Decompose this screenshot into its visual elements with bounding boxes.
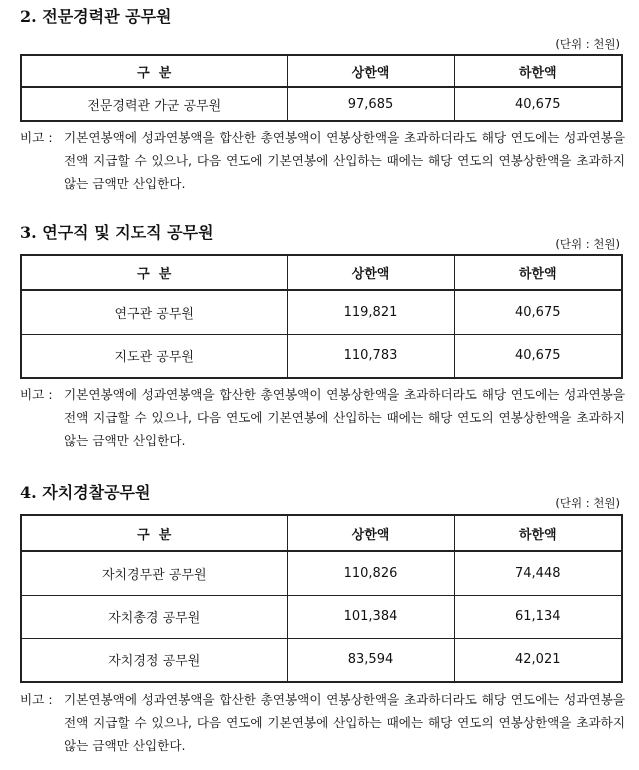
header-category: 구 분 (21, 515, 287, 551)
table-row (21, 595, 622, 638)
row-upper-limit: 110,826 (287, 551, 454, 595)
note-text: 기본연봉액에 성과연봉액을 합산한 총연봉액이 연봉상한액을 초과하더라도 해당 연도에는 성과연봉을 전액 지급할 수 있으나, 다음 연도에 기본연봉에 산입하는 때에는 해당 연도의 연봉상한액을 초과하지 않는 금액만 산입한다. (64, 130, 625, 191)
table-row (21, 551, 622, 595)
section-title-3: 3. 연구직 및 지도직 공무원 (20, 223, 214, 242)
row-category: 자치총경 공무원 (21, 595, 287, 638)
table-row (21, 290, 622, 334)
note-3 (20, 383, 625, 452)
row-lower-limit: 40,675 (454, 334, 622, 378)
row-lower-limit: 42,021 (454, 638, 622, 682)
header-category: 구 분 (21, 55, 287, 87)
row-category: 지도관 공무원 (21, 334, 287, 378)
section-title-2: 2. 전문경력관 공무원 (20, 7, 172, 26)
salary-table-3 (20, 254, 623, 379)
row-lower-limit: 40,675 (454, 290, 622, 334)
header-upper-limit: 상한액 (287, 55, 454, 87)
row-lower-limit: 74,448 (454, 551, 622, 595)
note-text: 기본연봉액에 성과연봉액을 합산한 총연봉액이 연봉상한액을 초과하더라도 해당 연도에는 성과연봉을 전액 지급할 수 있으나, 다음 연도에 기본연봉에 산입하는 때에는 해당 연도의 연봉상한액을 초과하지 않는 금액만 산입한다. (64, 692, 625, 753)
header-lower-limit: 하한액 (454, 515, 622, 551)
salary-table-4 (20, 514, 623, 683)
row-upper-limit: 83,594 (287, 638, 454, 682)
unit-label: (단위 : 천원) (555, 496, 620, 510)
header-category: 구 분 (21, 255, 287, 290)
note-text: 기본연봉액에 성과연봉액을 합산한 총연봉액이 연봉상한액을 초과하더라도 해당 연도에는 성과연봉을 전액 지급할 수 있으나, 다음 연도에 기본연봉에 산입하는 때에는 해당 연도의 연봉상한액을 초과하지 않는 금액만 산입한다. (64, 387, 625, 448)
table-header-row (21, 255, 622, 290)
header-lower-limit: 하한액 (454, 255, 622, 290)
note-4 (20, 688, 625, 757)
table-header-row (21, 515, 622, 551)
note-label: 비고 : (20, 387, 53, 402)
table-header-row (21, 55, 622, 87)
header-upper-limit: 상한액 (287, 255, 454, 290)
row-category: 전문경력관 가군 공무원 (21, 87, 287, 121)
row-upper-limit: 97,685 (287, 87, 454, 121)
section-title-4: 4. 자치경찰공무원 (20, 483, 151, 502)
table-row (21, 87, 622, 121)
row-upper-limit: 101,384 (287, 595, 454, 638)
unit-label: (단위 : 천원) (555, 237, 620, 251)
table-row (21, 638, 622, 682)
header-upper-limit: 상한액 (287, 515, 454, 551)
note-label: 비고 : (20, 692, 53, 707)
table-row (21, 334, 622, 378)
row-lower-limit: 40,675 (454, 87, 622, 121)
row-category: 자치경무관 공무원 (21, 551, 287, 595)
row-category: 연구관 공무원 (21, 290, 287, 334)
unit-label: (단위 : 천원) (555, 37, 620, 51)
row-lower-limit: 61,134 (454, 595, 622, 638)
row-upper-limit: 119,821 (287, 290, 454, 334)
note-2 (20, 126, 625, 195)
row-upper-limit: 110,783 (287, 334, 454, 378)
row-category: 자치경정 공무원 (21, 638, 287, 682)
note-label: 비고 : (20, 130, 53, 145)
header-lower-limit: 하한액 (454, 55, 622, 87)
salary-table-2 (20, 54, 623, 122)
